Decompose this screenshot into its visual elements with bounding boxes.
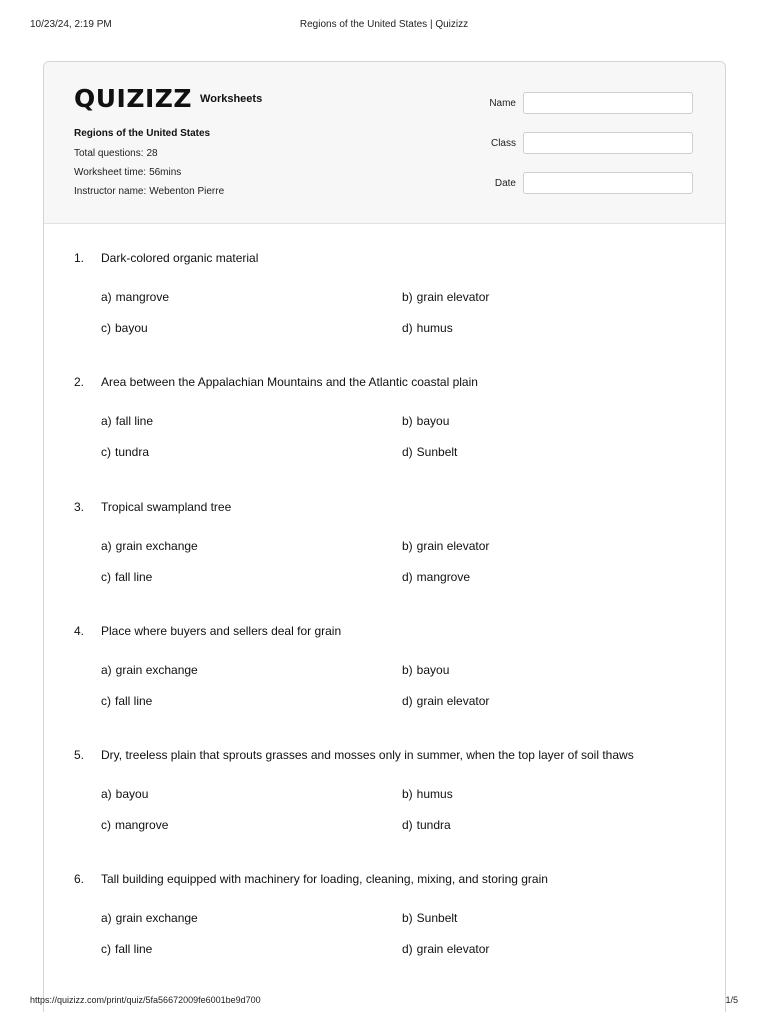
- option-d[interactable]: d) Sunbelt: [402, 445, 458, 459]
- option-b[interactable]: b) humus: [402, 787, 453, 801]
- option-b[interactable]: b) grain elevator: [402, 290, 490, 304]
- date-label: Date: [494, 178, 516, 189]
- question-3: [44, 500, 725, 610]
- option-d[interactable]: d) mangrove: [402, 570, 471, 584]
- print-page-title: Regions of the United States | Quizizz: [299, 19, 469, 30]
- worksheet-time: Worksheet time: 56mins: [74, 167, 182, 178]
- question-text: Tall building equipped with machinery for loading, cleaning, mixing, and storing grain: [101, 872, 548, 886]
- worksheet-title: Regions of the United States: [74, 128, 211, 139]
- option-a[interactable]: a) bayou: [101, 787, 149, 801]
- logo-product: Worksheets: [200, 93, 263, 105]
- option-c[interactable]: c) fall line: [101, 942, 153, 956]
- name-label: Name: [489, 98, 516, 109]
- question-5: [44, 748, 725, 858]
- name-field[interactable]: [523, 92, 693, 114]
- logo-wordmark: QUIZIZZ: [74, 83, 193, 113]
- option-c[interactable]: c) mangrove: [101, 818, 169, 832]
- question-2: [44, 375, 725, 485]
- question-number: 5.: [74, 748, 85, 762]
- question-text: Dark-colored organic material: [101, 251, 259, 265]
- question-number: 6.: [74, 872, 85, 886]
- option-d[interactable]: d) grain elevator: [402, 942, 490, 956]
- class-label: Class: [490, 138, 516, 149]
- class-field[interactable]: [523, 132, 693, 154]
- question-number: 3.: [74, 500, 85, 514]
- instructor-name: Instructor name: Webenton Pierre: [74, 186, 225, 197]
- option-c[interactable]: c) fall line: [101, 570, 153, 584]
- print-datetime: 10/23/24, 2:19 PM: [30, 19, 112, 30]
- quizizz-logo: [74, 84, 262, 112]
- total-questions: Total questions: 28: [74, 148, 158, 159]
- option-b[interactable]: b) Sunbelt: [402, 911, 458, 925]
- question-1: [44, 251, 725, 361]
- date-field[interactable]: [523, 172, 693, 194]
- print-footer: [0, 995, 768, 1009]
- question-number: 2.: [74, 375, 85, 389]
- option-d[interactable]: d) humus: [402, 321, 453, 335]
- option-a[interactable]: a) grain exchange: [101, 911, 198, 925]
- worksheet-header: [44, 62, 725, 224]
- option-a[interactable]: a) fall line: [101, 414, 154, 428]
- option-c[interactable]: c) tundra: [101, 445, 150, 459]
- option-a[interactable]: a) grain exchange: [101, 663, 198, 677]
- question-text: Place where buyers and sellers deal for grain: [101, 624, 342, 638]
- question-number: 4.: [74, 624, 85, 638]
- question-number: 1.: [74, 251, 85, 265]
- option-b[interactable]: b) bayou: [402, 414, 450, 428]
- option-c[interactable]: c) fall line: [101, 694, 153, 708]
- option-a[interactable]: a) mangrove: [101, 290, 170, 304]
- question-text: Area between the Appalachian Mountains and the Atlantic coastal plain: [101, 375, 478, 389]
- print-header: [0, 19, 768, 33]
- print-url: https://quizizz.com/print/quiz/5fa56672009fe6001be9d700: [30, 995, 261, 1005]
- option-b[interactable]: b) grain elevator: [402, 539, 490, 553]
- question-4: [44, 624, 725, 734]
- option-d[interactable]: d) tundra: [402, 818, 451, 832]
- option-c[interactable]: c) bayou: [101, 321, 148, 335]
- question-text: Tropical swampland tree: [101, 500, 232, 514]
- worksheet: [43, 61, 726, 1012]
- option-a[interactable]: a) grain exchange: [101, 539, 198, 553]
- option-b[interactable]: b) bayou: [402, 663, 450, 677]
- option-d[interactable]: d) grain elevator: [402, 694, 490, 708]
- question-text: Dry, treeless plain that sprouts grasses and mosses only in summer, when the top layer of soil thaws: [101, 748, 634, 762]
- question-6: [44, 872, 725, 982]
- page-number: 1/5: [725, 995, 738, 1005]
